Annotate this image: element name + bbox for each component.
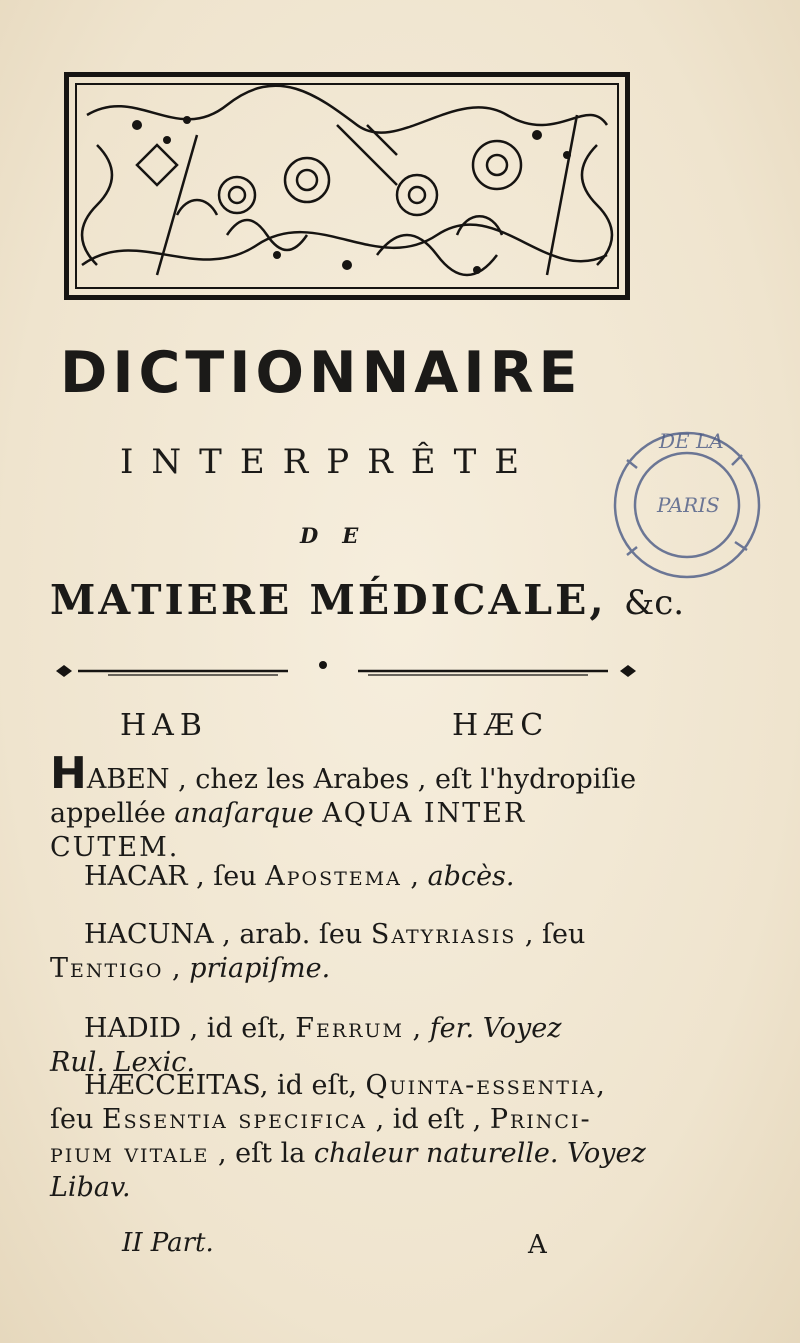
running-head-right: HÆC	[452, 708, 550, 743]
decorative-rule	[48, 656, 644, 686]
gathering-letter: A	[528, 1230, 547, 1260]
entry-hacuna: HACUNA , arab. ſeu Satyriasis , ſeu Tentigo , priapiſme.	[50, 919, 586, 984]
running-head-left: HAB	[120, 708, 208, 743]
stamp-line1: DE LA	[659, 429, 724, 453]
title-preposition: DE	[300, 523, 383, 548]
library-stamp-icon	[587, 420, 787, 590]
signature-mark: II Part.	[122, 1228, 214, 1258]
entry-hadid: HADID , id eſt, Ferrum , fer. Voyez Rul. Lexic.	[50, 1013, 562, 1078]
page-title: DICTIONNAIRE	[60, 340, 583, 406]
matiere-etc: &c.	[623, 583, 685, 623]
entry-haben: HABEN , chez les Arabes , eſt l'hydropiſie appellée anaſarque AQUA INTER CUTEM.	[50, 748, 637, 863]
drop-cap: H	[50, 748, 87, 799]
entry-hacar: HACAR , ſeu Apostema , abcès.	[84, 861, 515, 892]
stamp-line2: PARIS	[657, 493, 720, 517]
page-subtitle: INTERPRÊTE	[120, 442, 538, 482]
ornament-illustration	[77, 85, 615, 291]
woodcut-headpiece	[64, 72, 630, 300]
entry-haecceitas: HÆCCEITAS, id eſt, Quinta-essentia, ſeu Essentia specifica , id eſt , Princi- pium vitale , eſt la chaleur naturelle. Voyez Libav.	[50, 1070, 646, 1203]
matiere-text: MATIERE MÉDICALE,	[50, 576, 607, 624]
